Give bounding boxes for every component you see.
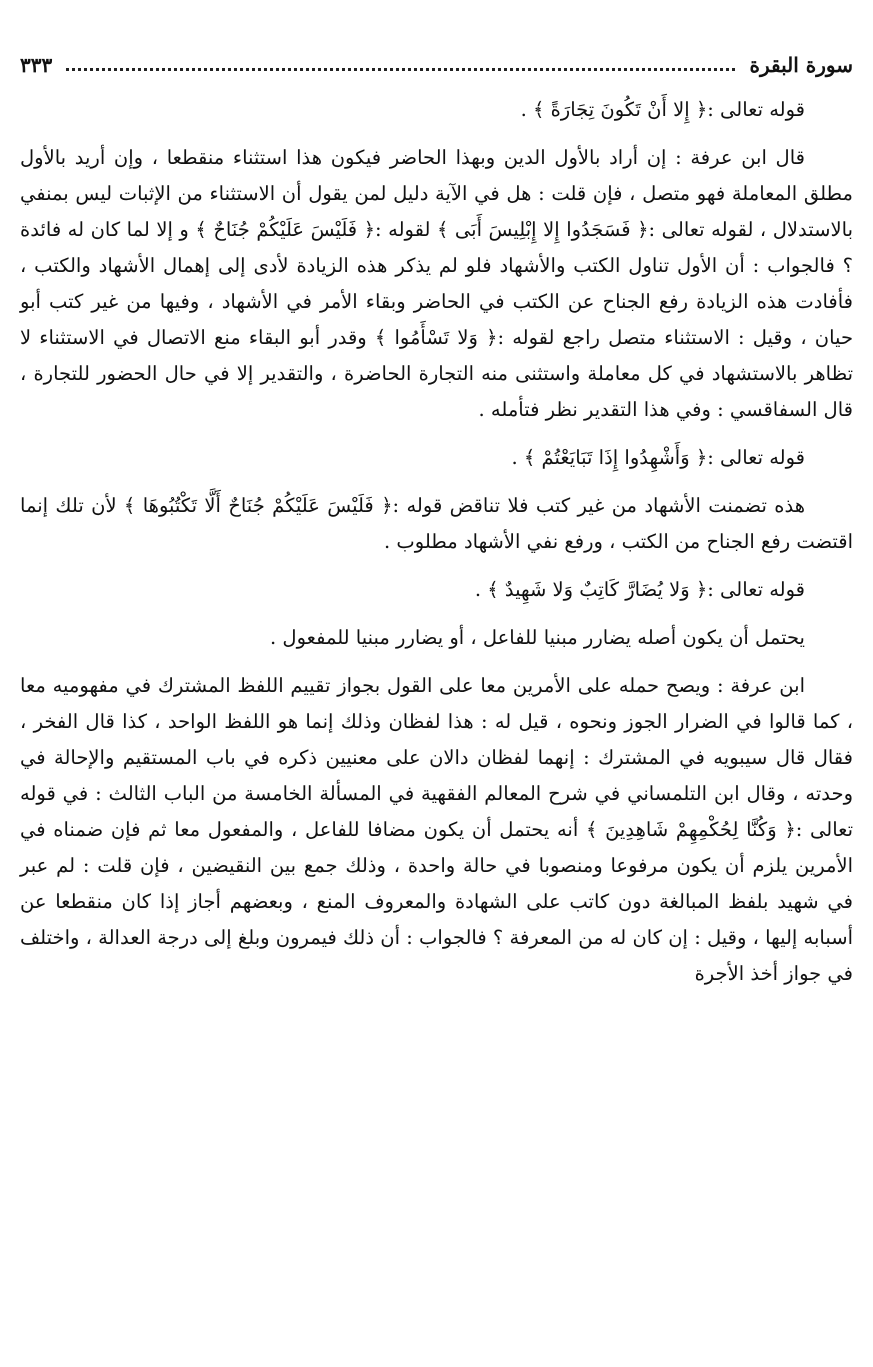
- verse-heading: قوله تعالى :﴿ وَلا يُضَارَّ كَاتِبٌ وَلا شَهِيدٌ ﴾ .: [474, 578, 805, 601]
- page-header: [20, 48, 853, 82]
- page-body: [20, 92, 853, 992]
- verse-heading: قوله تعالى :﴿ إِلا أَنْ تَكُونَ تِجَارَةً ﴾ .: [520, 98, 805, 121]
- commentary-paragraph: يحتمل أن يكون أصله يضارر مبنيا للفاعل ، أو يضارر مبنيا للمفعول .: [270, 626, 805, 649]
- book-page: [20, 0, 853, 1367]
- surah-title: سورة البقرة: [749, 53, 853, 77]
- page-number: ٣٣٣: [20, 53, 53, 77]
- header-dotted-rule: [66, 68, 735, 71]
- verse-heading: قوله تعالى :﴿ وَأَشْهِدُوا إِذَا تَبَايَعْتُمْ ﴾ .: [511, 446, 805, 469]
- commentary-paragraph: ابن عرفة : ويصح حمله على الأمرين معا على القول بجواز تقييم اللفظ المشترك في مفهوميه معا ، كما قالوا في الضرار الجوز ونحوه ، قيل له : هذا لفظان وذلك إنما هو اللفظ الواحد ، كذا قال الفخر ، فقال قال سيبويه في المشترك : إنهما لفظان دالان على معنيين ذكره في باب المستقيم والإحالة في وحدته ، وقال ابن التلمساني في شرح المعالم الفقهية في المسألة الخامسة من الباب الثالث : في قوله تعالى :﴿ وَكُنَّا لِحُكْمِهِمْ شَاهِدِينَ ﴾ أنه يحتمل أن يكون مضافا للفاعل ، والمفعول معا ثم فإن ضمناه في الأمرين يلزم أن يكون مرفوعا ومنصوبا في حالة واحدة ، وذلك جمع بين النقيضين ، فإن قلت : لم عبر في شهيد بلفظ المبالغة دون كاتب على الشهادة والمعروف المنع ، وبعضهم أجاز إذا كان منقطعا عن أسبابه إليها ، وقيل : إن كان له من المعرفة ؟ فالجواب : أن ذلك فيمرون وبلغ إلى درجة العدالة ، واختلف في جواز أخذ الأجرة: [20, 674, 853, 985]
- commentary-paragraph: قال ابن عرفة : إن أراد بالأول الدين وبهذا الحاضر فيكون هذا استثناء منقطعا ، وإن أريد بالأول مطلق المعاملة فهو متصل ، فإن قلت : هل في الآية دليل لمن يقول أن الاستثناء من الإثبات ليس بمنفي بالاستدلال ، لقوله تعالى :﴿ فَسَجَدُوا إِلا إِبْلِيسَ أَبَى ﴾ لقوله :﴿ فَلَيْسَ عَلَيْكُمْ جُنَاحٌ ﴾ و إلا لما كان له فائدة ؟ فالجواب : أن الأول تناول الكتب والأشهاد فلو لم يذكر هذه الزيادة لأدى إلى إهمال الأشهاد والكتب ، فأفادت هذه الزيادة رفع الجناح عن الكتب في الحاضر وبقاء الأمر في الأشهاد ، وفيها من غير كتب أبو حيان ، وقيل : الاستثناء متصل راجع لقوله :﴿ وَلا تَسْأَمُوا ﴾ وقدر أبو البقاء منع الاتصال في الاستثناء لا تظاهر بالاستشهاد في كل معاملة واستثنى منه التجارة الحاضرة ، والتقدير إلا في حال الحضور للتجارة ، قال السفاقسي : وفي هذا التقدير نظر فتأمله .: [20, 146, 853, 421]
- commentary-paragraph: هذه تضمنت الأشهاد من غير كتب فلا تناقض قوله :﴿ فَلَيْسَ عَلَيْكُمْ جُنَاحٌ أَلَّا تَكْتُبُوهَا ﴾ لأن تلك إنما اقتضت رفع الجناح من الكتب ، ورفع نفي الأشهاد مطلوب .: [20, 494, 853, 553]
